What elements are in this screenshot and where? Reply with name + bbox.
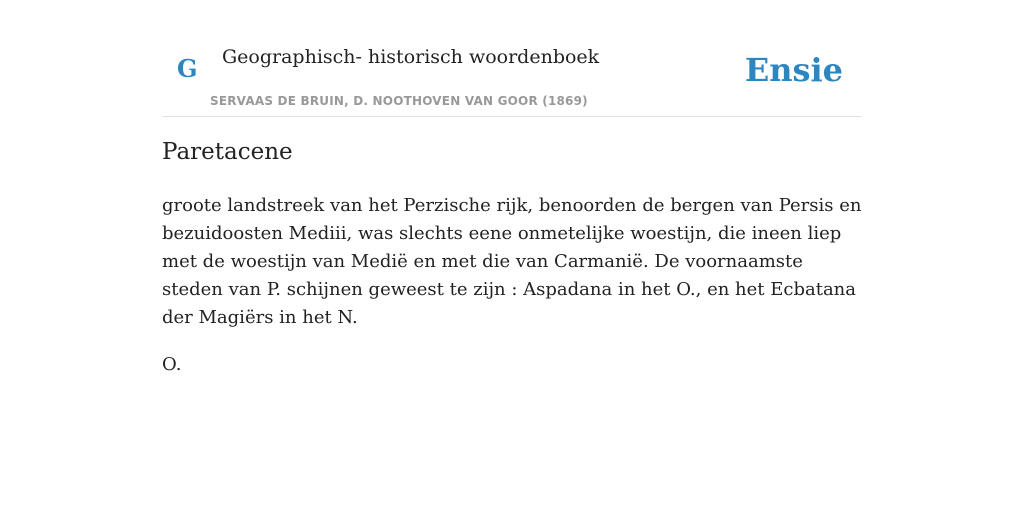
entry-body: groote landstreek van het Perzische rijk, benoorden de bergen van Persis en bezuidoosten Mediii, was slechts eene onmetelijke woestijn, die ineen liep met de woestijn van Medië en met die van Carmanië. De voornaamste steden van P. schijnen geweest te zijn : Aspadana in het O., en het Ecbatana der Magiërs in het N.: [162, 195, 862, 328]
book-title[interactable]: Geographisch- historisch woordenboek: [222, 46, 600, 68]
book-logo-icon[interactable]: G: [177, 54, 198, 83]
ensie-logo[interactable]: Ensie: [744, 51, 843, 89]
entry-title: Paretacene: [162, 139, 293, 165]
book-header: [162, 0, 862, 117]
entry-note: O.: [162, 354, 182, 375]
book-authors: SERVAAS DE BRUIN, D. NOOTHOVEN VAN GOOR (1869): [210, 94, 588, 108]
